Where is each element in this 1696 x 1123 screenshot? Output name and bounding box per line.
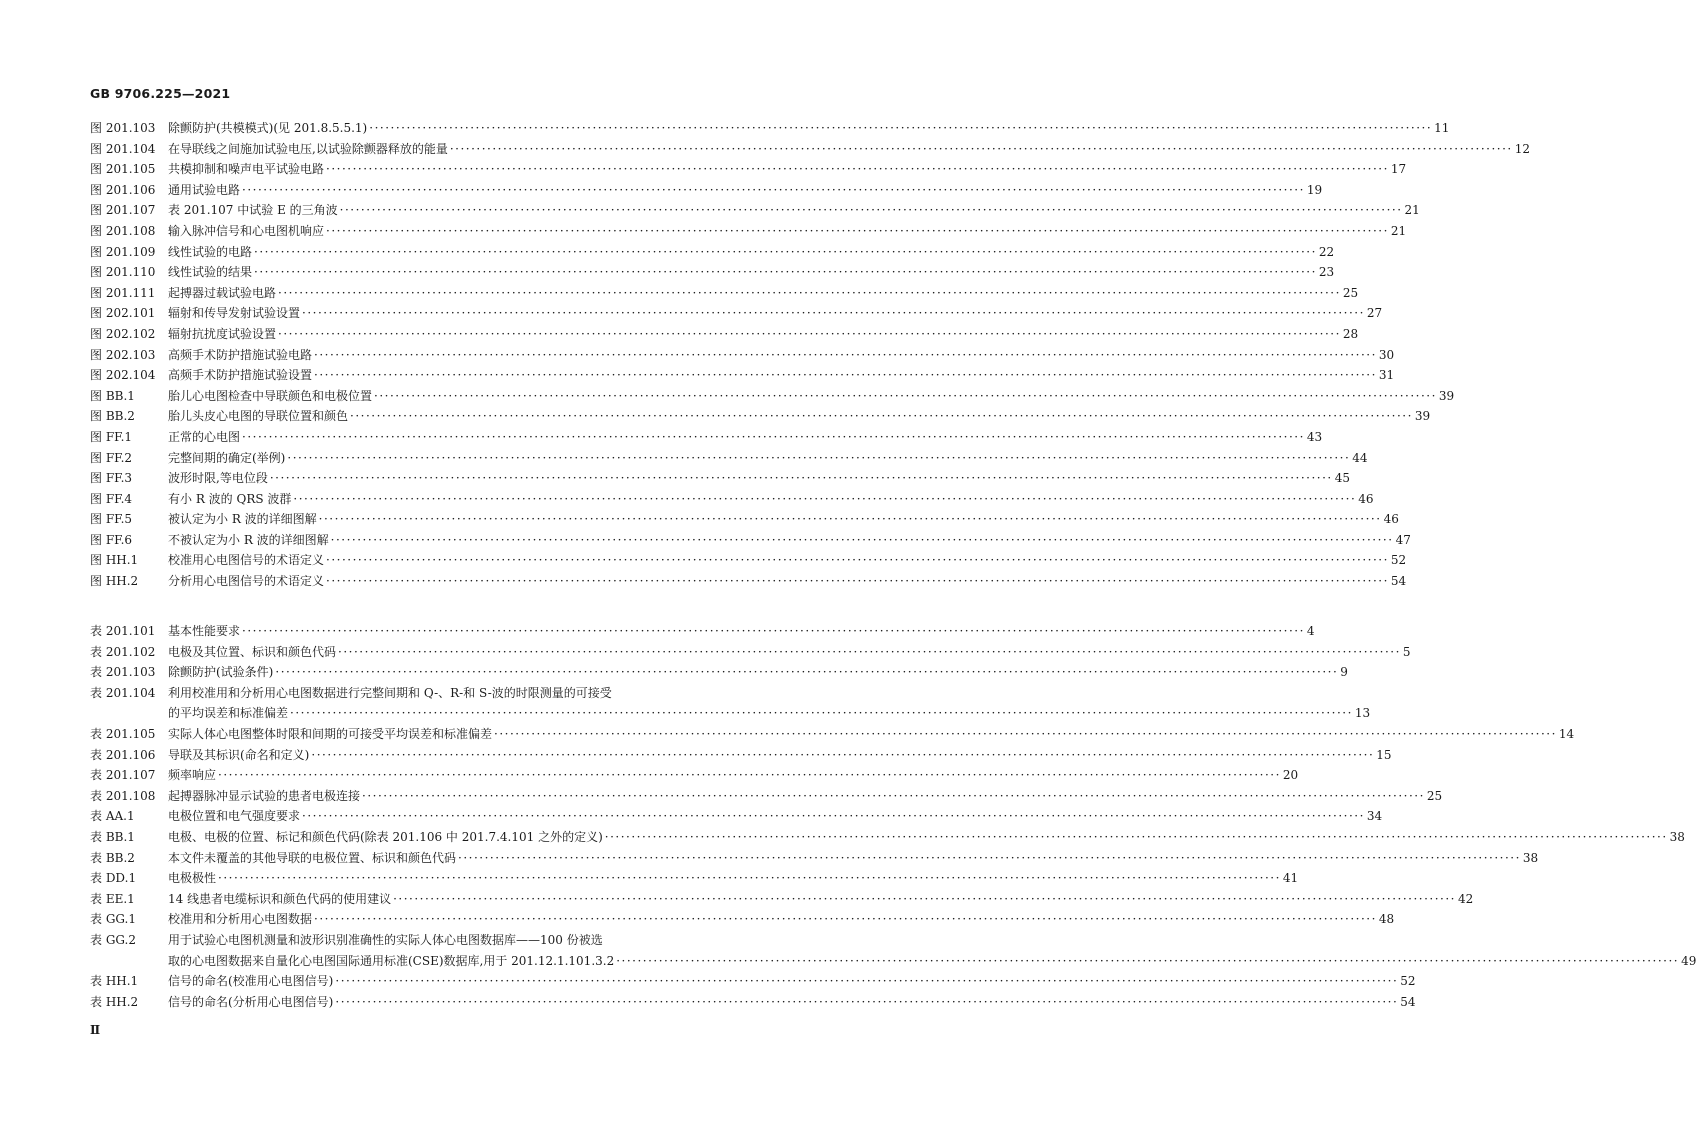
toc-entry[interactable] [90, 765, 1299, 786]
toc-entry[interactable] [90, 930, 706, 951]
toc-entry-continuation[interactable] [90, 951, 1696, 972]
entry-title: 线性试验的电路 [168, 244, 253, 259]
entry-title: 辐射和传导发射试验设置 [168, 306, 301, 321]
entry-page: 5 [1402, 644, 1411, 659]
entry-page: 20 [1282, 768, 1299, 783]
entry-label: 表 HH.2 [90, 994, 139, 1009]
leader-dots: ········································································································································································································ [278, 285, 1341, 300]
entry-label: 图 202.101 [90, 306, 156, 321]
entry-title: 被认定为小 R 波的详细图解 [168, 512, 317, 527]
leader-dots: ········································································································································································································ [311, 747, 1375, 762]
leader-dots: ········································································································································································································ [254, 244, 1317, 259]
entry-page: 47 [1395, 532, 1411, 547]
leader-dots: ········································································································································································································ [326, 162, 1389, 177]
entry-title: 本文件未覆盖的其他导联的电极位置、标识和颜色代码 [168, 850, 457, 865]
leader-dots: ········································································································································································································ [393, 891, 1456, 906]
entry-title: 信号的命名(分析用心电图信号) [168, 994, 334, 1009]
entry-title: 共模抑制和噪声电平试验电路 [168, 162, 325, 177]
leader-dots: ········································································································································································································ [338, 644, 1401, 659]
entry-page: 28 [1342, 326, 1359, 341]
leader-dots: ········································································································································································································ [362, 788, 1425, 803]
entry-title: 校准用和分析用心电图数据 [168, 912, 313, 927]
entry-label: 图 201.106 [90, 182, 156, 197]
leader-dots: ········································································································································································································ [616, 953, 1680, 968]
leader-dots: ········································································································································································································ [330, 532, 1394, 547]
entry-title: 有小 R 波的 QRS 波群 [168, 491, 292, 506]
toc-entry[interactable] [90, 262, 1335, 283]
toc-entry[interactable] [90, 221, 1407, 242]
entry-title: 起搏器过载试验电路 [168, 285, 277, 300]
entry-label: 图 HH.2 [90, 574, 139, 589]
leader-dots: ········································································································································································································ [449, 141, 1513, 156]
entry-label: 图 FF.3 [90, 471, 133, 486]
toc-entry[interactable] [90, 386, 1455, 407]
entry-page: 15 [1376, 747, 1392, 762]
toc-entry[interactable] [90, 889, 1474, 910]
entry-label: 图 BB.1 [90, 388, 135, 403]
entry-title: 在导联线之间施加试验电压,以试验除颤器释放的能量 [168, 141, 448, 156]
toc-entry[interactable] [90, 662, 1348, 683]
entry-page: 25 [1342, 285, 1359, 300]
toc-entry[interactable] [90, 530, 1411, 551]
leader-dots: ········································································································································································································ [218, 871, 1281, 886]
entry-label: 表 HH.1 [90, 974, 139, 989]
entry-title: 线性试验的结果 [168, 265, 253, 280]
entry-title: 除颤防护(共模模式)(见 201.8.5.5.1) [168, 121, 368, 135]
toc-entry[interactable] [90, 745, 1392, 766]
toc-entry[interactable] [90, 345, 1395, 366]
entry-title: 高频手术防护措施试验电路 [168, 347, 313, 362]
entry-label: 表 201.106 [90, 747, 156, 762]
entry-page: 52 [1400, 974, 1416, 989]
toc-entry[interactable] [90, 971, 1416, 992]
entry-label: 表 BB.2 [90, 850, 135, 865]
entry-page: 44 [1352, 450, 1368, 465]
entry-label: 表 GG.1 [90, 912, 137, 927]
entry-title: 14 线患者电缆标识和颜色代码的使用建议 [168, 891, 392, 906]
entry-label: 图 FF.6 [90, 532, 133, 547]
toc-entry[interactable] [90, 159, 1407, 180]
toc-entry[interactable] [90, 621, 1315, 642]
leader-dots: ········································································································································································································ [326, 553, 1389, 568]
entry-label: 图 202.103 [90, 347, 156, 362]
leader-dots: ········································································································································································································ [326, 223, 1389, 238]
leader-dots: ········································································································································································································ [335, 994, 1399, 1009]
leader-dots: ········································································································································································································ [314, 912, 1377, 927]
toc-entry[interactable] [90, 642, 1411, 663]
entry-title: 基本性能要求 [168, 624, 241, 638]
entry-page: 46 [1383, 512, 1399, 527]
leader-dots: ········································································································································································································ [326, 574, 1389, 589]
entry-page: 38 [1669, 829, 1685, 844]
entry-label: 图 201.108 [90, 223, 156, 238]
entry-page: 22 [1318, 244, 1335, 259]
entry-label: 表 201.101 [90, 624, 156, 638]
figure-list [90, 118, 1530, 592]
entry-title: 实际人体心电图整体时限和间期的可接受平均误差和标准偏差 [168, 726, 493, 741]
entry-page: 42 [1457, 891, 1474, 906]
entry-page: 19 [1306, 182, 1323, 197]
entry-title: 通用试验电路 [168, 182, 241, 197]
leader-dots: ········································································································································································································ [293, 491, 1357, 506]
leader-dots: ········································································································································································································ [302, 809, 1365, 824]
entry-page: 45 [1334, 471, 1350, 486]
entry-label: 表 BB.1 [90, 829, 135, 844]
table-list [90, 621, 1696, 1012]
entry-title: 正常的心电图 [168, 429, 241, 444]
entry-title: 输入脉冲信号和心电图机响应 [168, 223, 325, 238]
entry-label: 表 201.104 [90, 685, 156, 700]
entry-title: 波形时限,等电位段 [168, 471, 268, 486]
toc-entry[interactable] [90, 448, 1368, 469]
entry-title: 校准用心电图信号的术语定义 [168, 553, 325, 568]
toc-entry[interactable] [90, 283, 1359, 304]
toc-entry[interactable] [90, 724, 1575, 745]
toc-entry[interactable] [90, 992, 1416, 1013]
entry-page: 38 [1522, 850, 1539, 865]
toc-entry[interactable] [90, 427, 1323, 448]
entry-label: 表 AA.1 [90, 809, 135, 824]
leader-dots: ········································································································································································································ [318, 512, 1382, 527]
entry-page: 11 [1434, 121, 1450, 135]
entry-label: 图 201.103 [90, 121, 156, 135]
entry-label: 图 201.105 [90, 162, 156, 177]
leader-dots: ········································································································································································································ [458, 850, 1521, 865]
page-number: Ⅱ [90, 1023, 101, 1037]
leader-dots: ········································································································································································································ [314, 347, 1377, 362]
entry-title: 电极极性 [168, 871, 217, 886]
leader-dots: ········································································································································································································ [218, 768, 1281, 783]
entry-title: 高频手术防护措施试验设置 [168, 368, 313, 383]
entry-label: 图 FF.5 [90, 512, 133, 527]
leader-dots: ········································································································································································································ [242, 429, 1305, 444]
toc-entry[interactable] [90, 468, 1350, 489]
leader-dots: ········································································································································································································ [494, 726, 1557, 741]
leader-dots: ········································································································································································································ [374, 388, 1437, 403]
leader-dots: ········································································································································································································ [242, 624, 1305, 638]
entry-page: 17 [1390, 162, 1407, 177]
entry-page: 30 [1378, 347, 1395, 362]
entry-page: 39 [1414, 409, 1431, 424]
leader-dots: ········································································································································································································ [269, 471, 1333, 486]
toc-entry[interactable] [90, 806, 1383, 827]
toc-entry[interactable] [90, 786, 1443, 807]
leader-dots: ········································································································································································································ [278, 326, 1341, 341]
entry-label: 图 201.107 [90, 203, 156, 218]
entry-title: 表 201.107 中试验 E 的三角波 [168, 203, 338, 218]
entry-page: 9 [1340, 665, 1348, 680]
entry-title: 信号的命名(校准用心电图信号) [168, 974, 334, 989]
toc-entry[interactable] [90, 909, 1395, 930]
entry-page: 34 [1366, 809, 1383, 824]
entry-title: 取的心电图数据来自量化心电图国际通用标准(CSE)数据库,用于 201.12.1.101.3.2 [168, 953, 615, 968]
entry-page: 13 [1354, 706, 1371, 721]
entry-title: 电极及其位置、标识和颜色代码 [168, 644, 337, 659]
entry-label: 图 201.111 [90, 285, 156, 300]
leader-dots: ········································································································································································································ [314, 368, 1377, 383]
entry-title-line1: 利用校准用和分析用心电图数据进行完整间期和 Q-、R-和 S-波的时限测量的可接受 [168, 685, 612, 700]
entry-label: 表 201.107 [90, 768, 156, 783]
entry-title: 起搏器脉冲显示试验的患者电极连接 [168, 788, 361, 803]
entry-page: 54 [1400, 994, 1416, 1009]
leader-dots: ········································································································································································································ [302, 306, 1365, 321]
leader-dots: ········································································································································································································ [350, 409, 1413, 424]
entry-label: 图 202.104 [90, 368, 156, 383]
toc-entry[interactable] [90, 868, 1299, 889]
entry-page: 48 [1378, 912, 1395, 927]
toc-entry[interactable] [90, 365, 1395, 386]
entry-page: 27 [1366, 306, 1383, 321]
entry-label: 表 201.103 [90, 665, 156, 680]
entry-title: 电极位置和电气强度要求 [168, 809, 301, 824]
entry-title: 辐射抗扰度试验设置 [168, 326, 277, 341]
toc-entry[interactable] [90, 200, 1420, 221]
entry-page: 39 [1438, 388, 1455, 403]
entry-title: 不被认定为小 R 波的详细图解 [168, 532, 329, 547]
entry-title: 电极、电极的位置、标记和颜色代码(除表 201.106 中 201.7.4.101 之外的定义) [168, 829, 603, 844]
toc-entry[interactable] [90, 324, 1359, 345]
leader-dots: ········································································································································································································ [290, 706, 1353, 721]
entry-page: 4 [1306, 624, 1315, 638]
entry-label: 图 HH.1 [90, 553, 139, 568]
entry-label: 图 FF.1 [90, 429, 133, 444]
leader-dots: ········································································································································································································ [604, 829, 1668, 844]
entry-page: 52 [1390, 553, 1407, 568]
entry-label: 表 201.108 [90, 788, 156, 803]
entry-title: 胎儿心电图检查中导联颜色和电极位置 [168, 388, 373, 403]
leader-dots: ········································································································································································································ [275, 665, 1339, 680]
toc-entry[interactable] [90, 683, 706, 704]
leader-dots: ········································································································································································································ [254, 265, 1317, 280]
entry-label: 图 FF.4 [90, 491, 133, 506]
toc-entry[interactable] [90, 571, 1407, 592]
entry-page: 21 [1404, 203, 1420, 218]
entry-page: 43 [1306, 429, 1323, 444]
toc-entry[interactable] [90, 242, 1335, 263]
entry-page: 21 [1390, 223, 1407, 238]
entry-page: 23 [1318, 265, 1335, 280]
toc-entry[interactable] [90, 180, 1323, 201]
entry-page: 14 [1558, 726, 1575, 741]
entry-label: 图 202.102 [90, 326, 156, 341]
leader-dots: ········································································································································································································ [335, 974, 1399, 989]
entry-title-line1: 用于试验心电图机测量和波形识别准确性的实际人体心电图数据库——100 份被选 [168, 932, 603, 947]
entry-label: 表 DD.1 [90, 871, 137, 886]
leader-dots: ········································································································································································································ [242, 182, 1305, 197]
leader-dots: ········································································································································································································ [339, 203, 1403, 218]
entry-page: 49 [1681, 953, 1696, 968]
entry-label: 图 201.104 [90, 141, 156, 156]
entry-title: 频率响应 [168, 768, 217, 783]
toc-entry[interactable] [90, 139, 1530, 160]
entry-label: 图 BB.2 [90, 409, 135, 424]
entry-page: 41 [1282, 871, 1299, 886]
entry-page: 46 [1358, 491, 1374, 506]
entry-label: 图 FF.2 [90, 450, 133, 465]
entry-label: 图 201.109 [90, 244, 156, 259]
leader-dots: ········································································································································································································ [369, 121, 1433, 135]
entry-page: 54 [1390, 574, 1407, 589]
entry-label: 表 EE.1 [90, 891, 135, 906]
toc-entry[interactable] [90, 848, 1539, 869]
leader-dots: ········································································································································································································ [287, 450, 1351, 465]
toc-entry[interactable] [90, 489, 1374, 510]
entry-title: 分析用心电图信号的术语定义 [168, 574, 325, 589]
toc-entry-continuation[interactable] [90, 703, 1371, 724]
document-code: GB 9706.225—2021 [90, 86, 231, 101]
toc-entry[interactable] [90, 827, 1685, 848]
toc-entry[interactable] [90, 118, 1450, 139]
toc-entry[interactable] [90, 406, 1431, 427]
toc-entry[interactable] [90, 303, 1383, 324]
entry-title: 胎儿头皮心电图的导联位置和颜色 [168, 409, 349, 424]
entry-label: 表 201.105 [90, 726, 156, 741]
entry-page: 31 [1378, 368, 1395, 383]
toc-entry[interactable] [90, 509, 1399, 530]
entry-label: 图 201.110 [90, 265, 156, 280]
entry-title: 除颤防护(试验条件) [168, 665, 274, 680]
entry-title: 的平均误差和标准偏差 [168, 706, 289, 721]
entry-label: 表 201.102 [90, 644, 156, 659]
entry-page: 12 [1514, 141, 1530, 156]
entry-title: 完整间期的确定(举例) [168, 450, 286, 465]
toc-entry[interactable] [90, 550, 1407, 571]
entry-page: 25 [1426, 788, 1443, 803]
entry-label: 表 GG.2 [90, 932, 137, 947]
entry-title: 导联及其标识(命名和定义) [168, 747, 310, 762]
